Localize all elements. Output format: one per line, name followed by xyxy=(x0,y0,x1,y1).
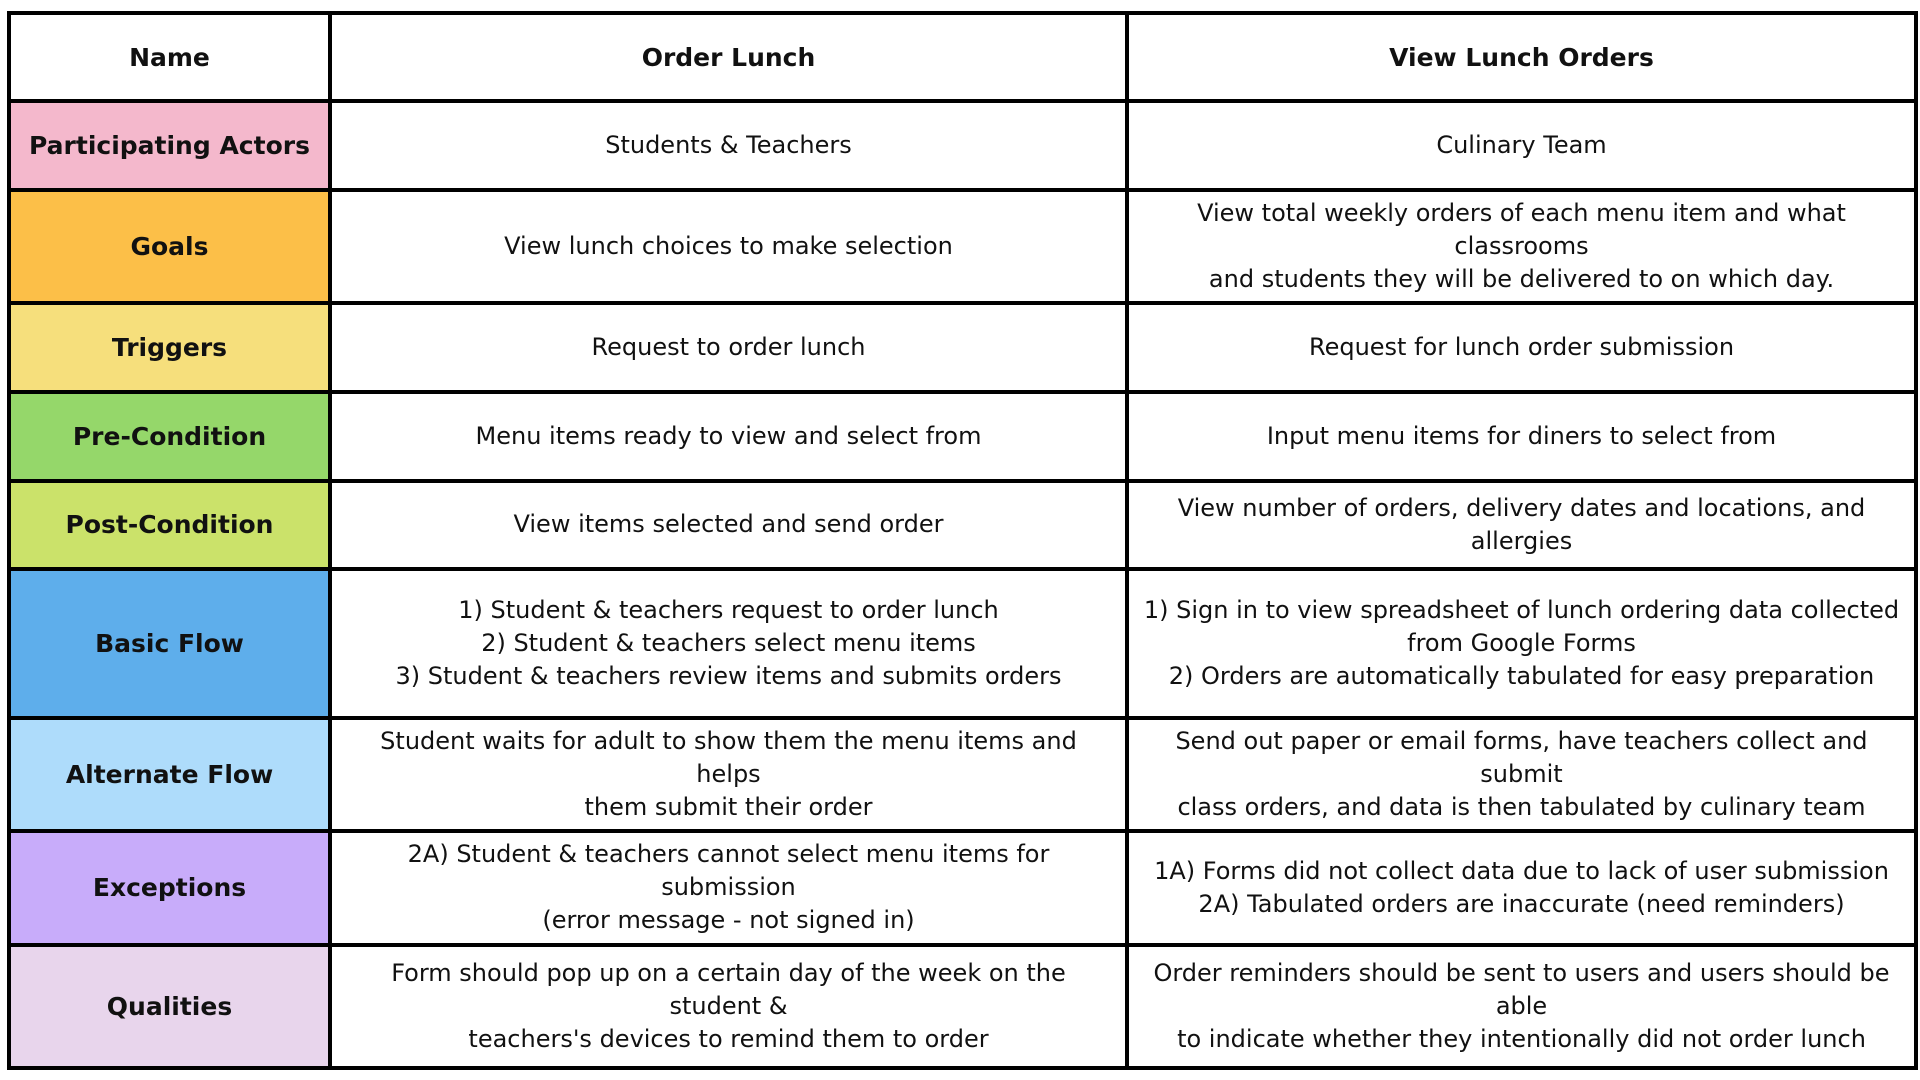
cell-view-lunch-orders: View total weekly orders of each menu item and what classrooms and students they will be delivered to on which day. xyxy=(1129,192,1914,301)
cell-order-lunch: View items selected and send order xyxy=(332,483,1125,567)
cell-order-lunch: View lunch choices to make selection xyxy=(332,192,1125,301)
cell-order-lunch: Students & Teachers xyxy=(332,103,1125,187)
header-order-lunch: Order Lunch xyxy=(332,15,1125,99)
row-participating-actors xyxy=(11,103,1914,187)
cell-view-lunch-orders: Send out paper or email forms, have teachers collect and submit class orders, and data is then tabulated by culinary team xyxy=(1129,720,1914,829)
cell-order-lunch: 1) Student & teachers request to order lunch 2) Student & teachers select menu items 3) Student & teachers review items and submits orders xyxy=(332,571,1125,716)
label-post-condition: Post-Condition xyxy=(11,483,328,567)
cell-order-lunch: Student waits for adult to show them the menu items and helps them submit their order xyxy=(332,720,1125,829)
row-goals xyxy=(11,192,1914,301)
header-row xyxy=(11,15,1914,99)
row-alternate-flow xyxy=(11,720,1914,829)
use-case-table xyxy=(7,11,1918,1070)
cell-order-lunch: 2A) Student & teachers cannot select menu items for submission (error message - not signed in) xyxy=(332,833,1125,942)
cell-view-lunch-orders: View number of orders, delivery dates and locations, and allergies xyxy=(1129,483,1914,567)
cell-order-lunch: Menu items ready to view and select from xyxy=(332,394,1125,478)
label-participating-actors: Participating Actors xyxy=(11,103,328,187)
label-basic-flow: Basic Flow xyxy=(11,571,328,716)
cell-view-lunch-orders: 1A) Forms did not collect data due to lack of user submission 2A) Tabulated orders are inaccurate (need reminders) xyxy=(1129,833,1914,942)
header-view-lunch-orders: View Lunch Orders xyxy=(1129,15,1914,99)
cell-view-lunch-orders: Culinary Team xyxy=(1129,103,1914,187)
row-post-condition xyxy=(11,483,1914,567)
header-name: Name xyxy=(11,15,328,99)
row-pre-condition xyxy=(11,394,1914,478)
label-alternate-flow: Alternate Flow xyxy=(11,720,328,829)
label-qualities: Qualities xyxy=(11,947,328,1066)
row-triggers xyxy=(11,305,1914,390)
label-goals: Goals xyxy=(11,192,328,301)
row-exceptions xyxy=(11,833,1914,942)
cell-view-lunch-orders: 1) Sign in to view spreadsheet of lunch ordering data collected from Google Forms 2) Orders are automatically tabulated for easy preparation xyxy=(1129,571,1914,716)
label-pre-condition: Pre-Condition xyxy=(11,394,328,478)
cell-order-lunch: Request to order lunch xyxy=(332,305,1125,390)
label-triggers: Triggers xyxy=(11,305,328,390)
cell-view-lunch-orders: Request for lunch order submission xyxy=(1129,305,1914,390)
use-case-table-frame xyxy=(7,11,1914,1070)
cell-order-lunch: Form should pop up on a certain day of the week on the student & teachers's devices to remind them to order xyxy=(332,947,1125,1066)
cell-view-lunch-orders: Input menu items for diners to select from xyxy=(1129,394,1914,478)
cell-view-lunch-orders: Order reminders should be sent to users and users should be able to indicate whether they intentionally did not order lunch xyxy=(1129,947,1914,1066)
row-qualities xyxy=(11,947,1914,1066)
label-exceptions: Exceptions xyxy=(11,833,328,942)
row-basic-flow xyxy=(11,571,1914,716)
